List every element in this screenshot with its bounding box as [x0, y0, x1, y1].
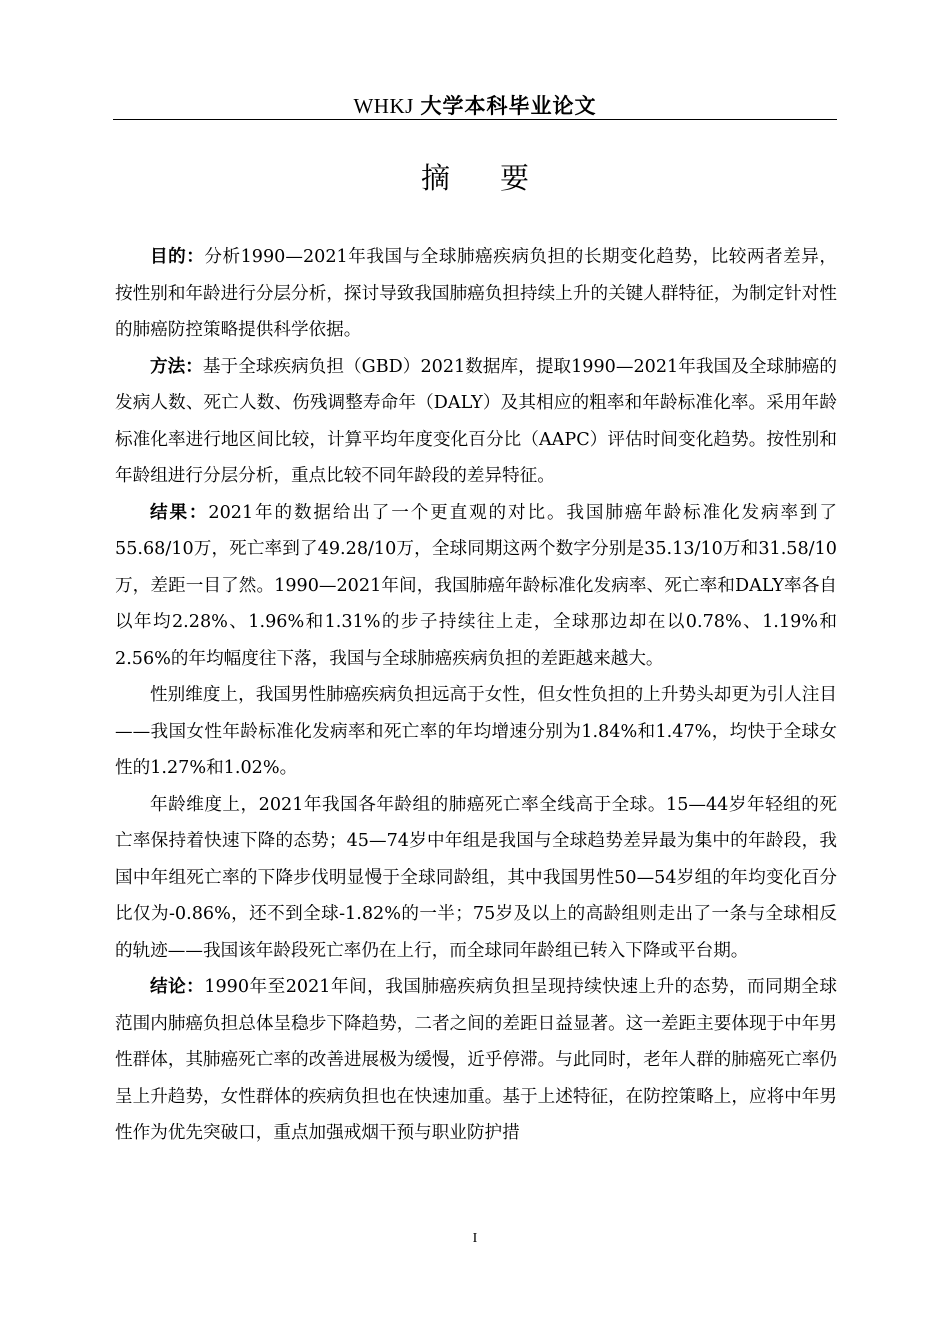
running-header	[113, 92, 837, 120]
paragraph-text: 基于全球疾病负担（GBD）2021数据库，提取1990—2021年我国及全球肺癌的发病人数、死亡人数、伤残调整寿命年（DALY）及其相应的粗率和年龄标准化率。采用年龄标准化率进行地区间比较，计算平均年度变化百分比（AAPC）评估时间变化趋势。按性别和年龄组进行分层分析，重点比较不同年龄段的差异特征。	[115, 356, 837, 486]
header-rule	[113, 119, 837, 120]
paragraph-label: 结论：	[150, 977, 205, 997]
paragraph-text: 性别维度上，我国男性肺癌疾病负担远高于女性，但女性负担的上升势头却更为引人注目——我国女性年龄标准化发病率和死亡率的年均增速分别为1.84%和1.47%，均快于全球女性的1.27%和1.02%。	[115, 685, 837, 778]
paragraph-text: 年龄维度上，2021年我国各年龄组的肺癌死亡率全线高于全球。15—44岁年轻组的死亡率保持着快速下降的态势；45—74岁中年组是我国与全球趋势差异最为集中的年龄段，我国中年组死亡率的下降步伐明显慢于全球同龄组，其中我国男性50—54岁组的年均变化百分比仅为-0.86%，还不到全球-1.82%的一半；75岁及以上的高龄组则走出了一条与全球相反的轨迹——我国该年龄段死亡率仍在上行，而全球同年龄组已转入下降或平台期。	[115, 794, 837, 961]
header-university-title: 大学本科毕业论文	[420, 94, 597, 118]
abstract-paragraph-age	[115, 787, 837, 970]
abstract-paragraph-methods	[115, 349, 837, 495]
abstract-body	[115, 239, 837, 1152]
paragraph-text: 2021年的数据给出了一个更直观的对比。我国肺癌年龄标准化发病率到了55.68/10万，死亡率到了49.28/10万，全球同期这两个数字分别是35.13/10万和31.58/10万，差距一目了然。1990—2021年间，我国肺癌年龄标准化发病率、死亡率和DALY率各自以年均2.28%、1.96%和1.31%的步子持续往上走，全球那边却在以0.78%、1.19%和2.56%的年均幅度往下落，我国与全球肺癌疾病负担的差距越来越大。	[115, 502, 837, 669]
page-number: I	[472, 1231, 478, 1246]
paragraph-label: 方法：	[150, 356, 203, 377]
abstract-paragraph-gender	[115, 677, 837, 787]
paragraph-text: 分析1990—2021年我国与全球肺癌疾病负担的长期变化趋势，比较两者差异，按性别和年龄进行分层分析，探讨导致我国肺癌负担持续上升的关键人群特征，为制定针对性的肺癌防控策略提供科学依据。	[115, 247, 837, 340]
paragraph-text: 1990年至2021年间，我国肺癌疾病负担呈现持续快速上升的态势，而同期全球范围内肺癌负担总体呈稳步下降趋势，二者之间的差距日益显著。这一差距主要体现于中年男性群体，其肺癌死亡率的改善进展极为缓慢，近乎停滞。与此同时，老年人群的肺癌死亡率仍呈上升趋势，女性群体的疾病负担也在快速加重。基于上述特征，在防控策略上，应将中年男性作为优先突破口，重点加强戒烟干预与职业防护措	[115, 977, 837, 1143]
abstract-paragraph-purpose	[115, 239, 837, 349]
abstract-paragraph-results	[115, 495, 837, 678]
header-latin: WHKJ	[353, 94, 414, 118]
abstract-paragraph-conclusion	[115, 969, 837, 1152]
page-title: 摘要	[420, 161, 579, 195]
paragraph-label: 目的：	[150, 247, 205, 267]
paragraph-label: 结果：	[150, 502, 209, 523]
